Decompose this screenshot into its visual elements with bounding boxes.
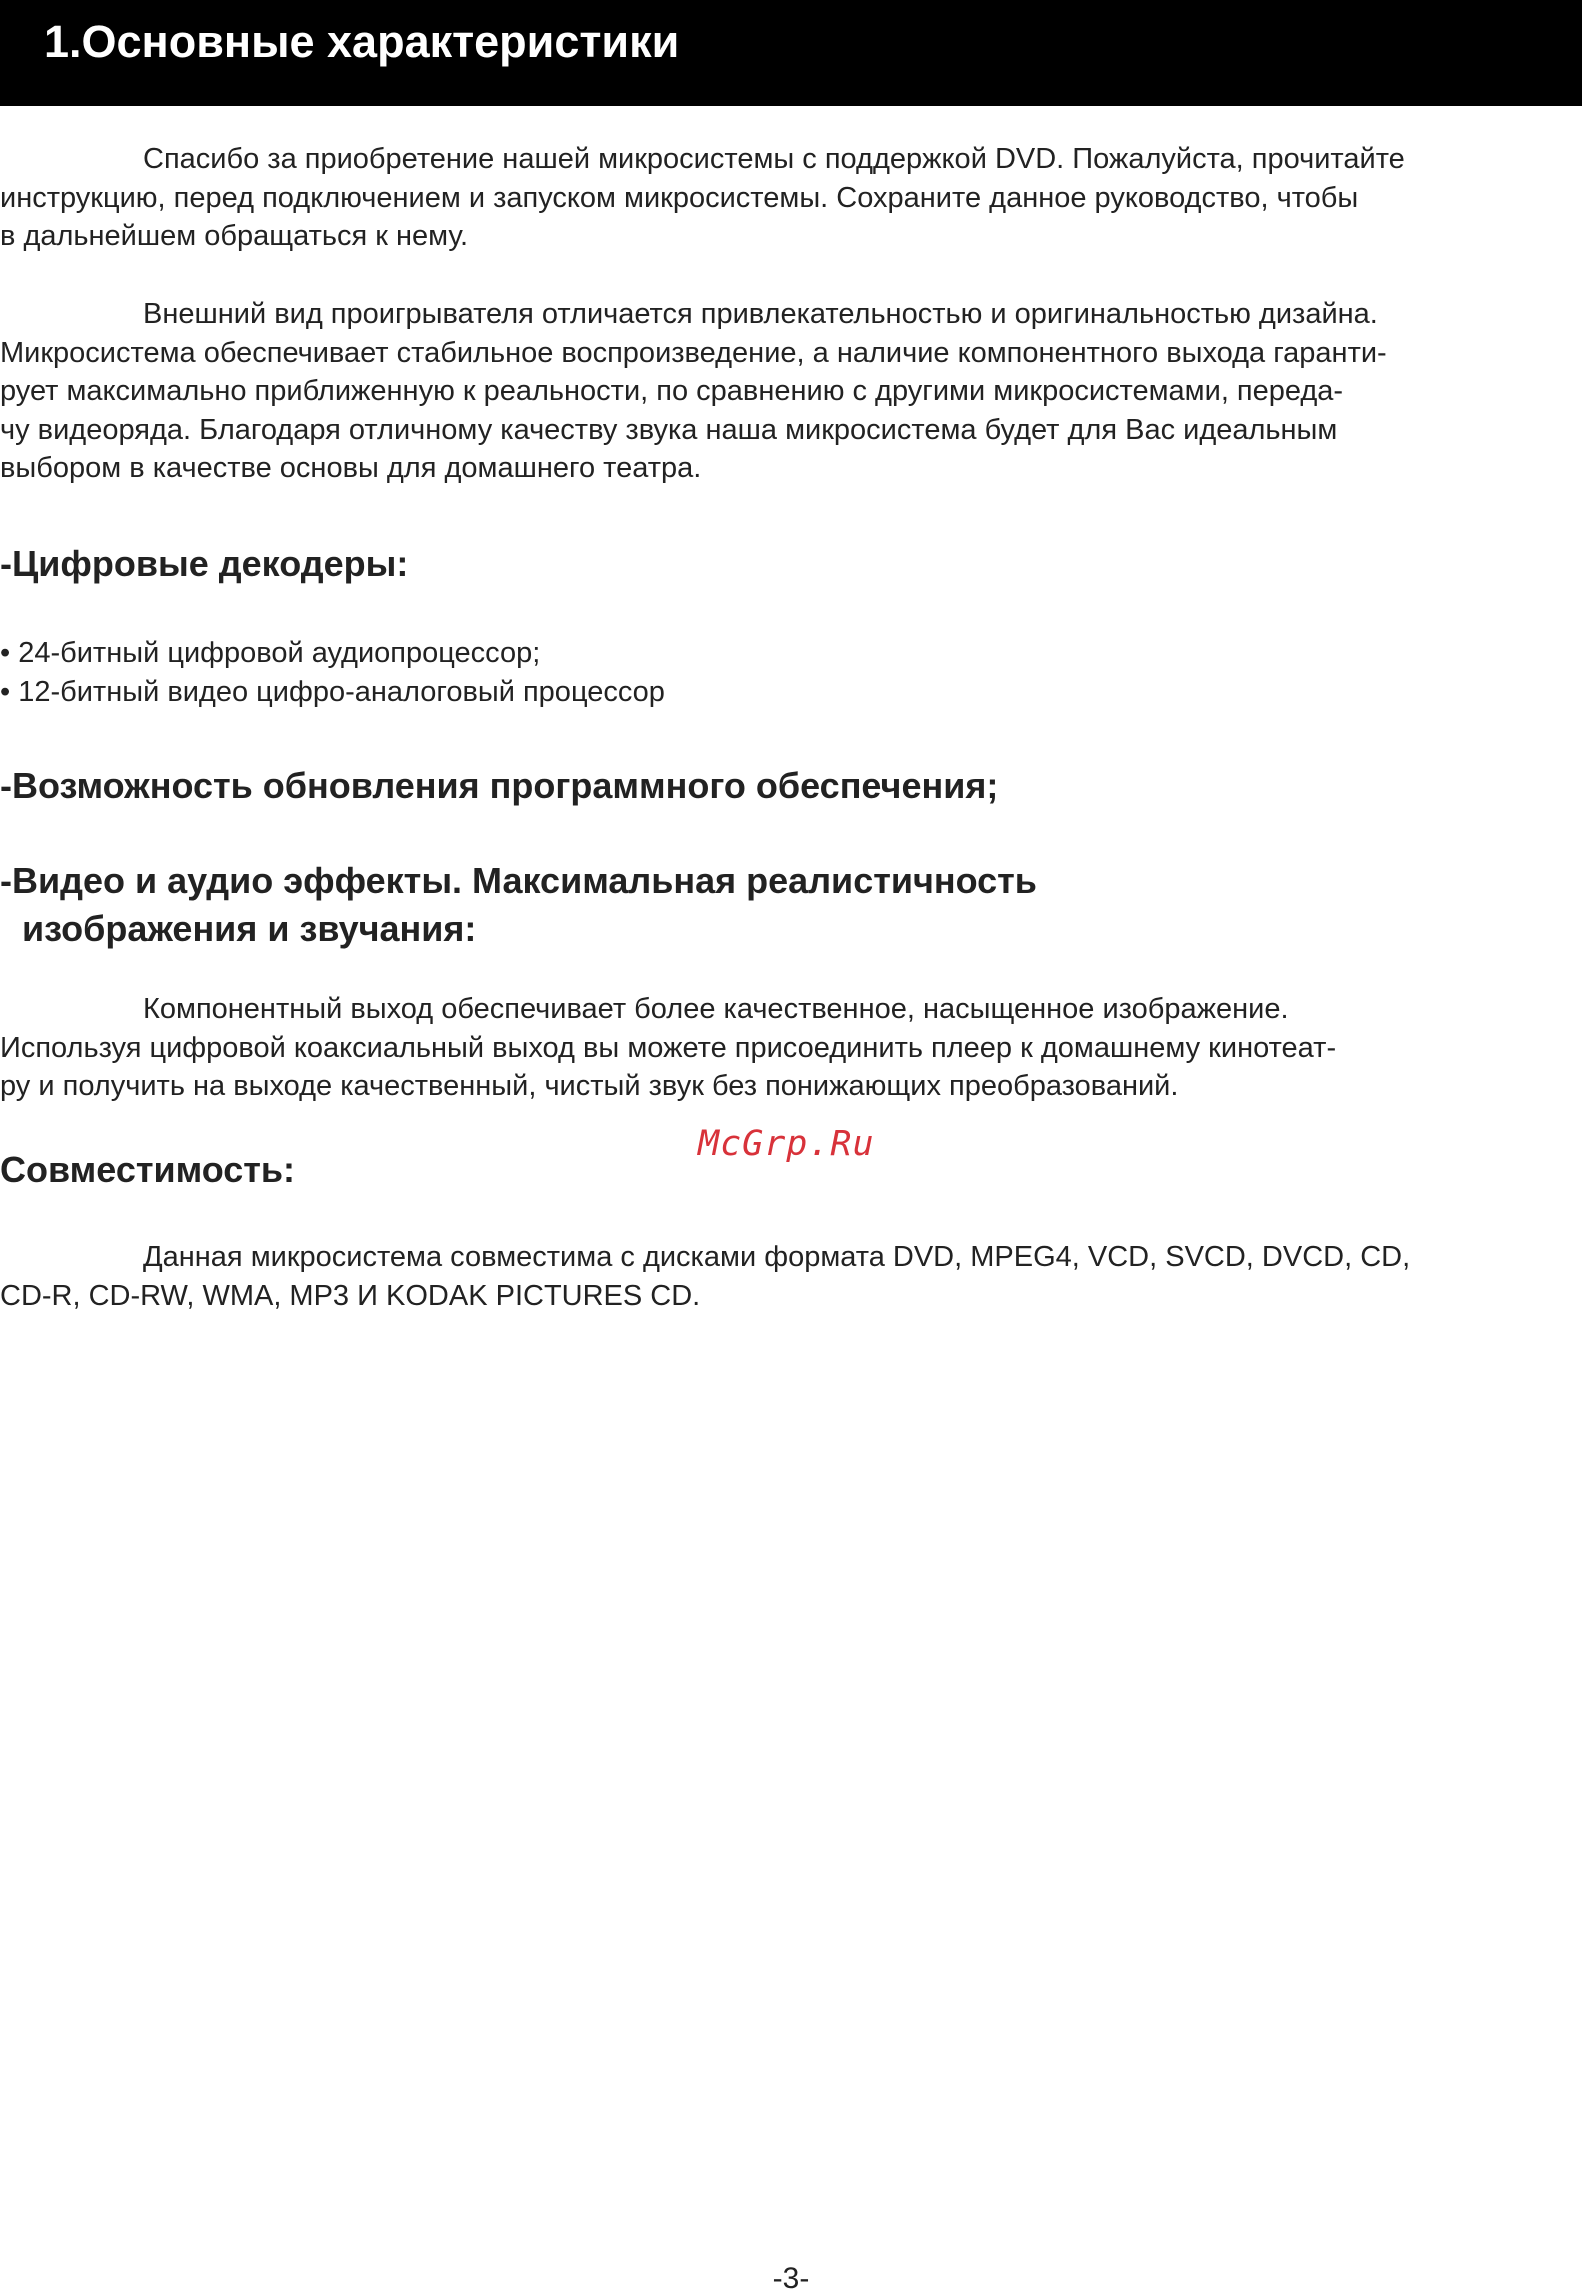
text-line: рует максимально приближенную к реальности, по сравнению с другими микросистемами, переда-	[0, 375, 1344, 407]
software-update-heading: -Возможность обновления программного обеспечения;	[0, 765, 999, 806]
compatibility-paragraph	[0, 1238, 1560, 1315]
text-line: Спасибо за приобретение нашей микросистемы с поддержкой DVD. Пожалуйста, прочитайте	[143, 143, 1405, 175]
text-line: выбором в качестве основы для домашнего театра.	[0, 452, 702, 484]
list-item: • 24-битный цифровой аудиопроцессор;	[0, 637, 541, 669]
text-line: Микросистема обеспечивает стабильное воспроизведение, а наличие компонентного выхода гаранти-	[0, 336, 1387, 369]
text-line: в дальнейшем обращаться к нему.	[0, 220, 469, 252]
text-line: ру и получить на выходе качественный, чистый звук без понижающих преобразований.	[0, 1070, 1179, 1102]
decoders-list	[0, 634, 665, 711]
effects-heading-line: изображения и звучания:	[22, 908, 477, 949]
decoders-heading: -Цифровые декодеры:	[0, 543, 409, 584]
text-line: Используя цифровой коаксиальный выход вы можете присоединить плеер к домашнему кинотеат-	[0, 1031, 1337, 1064]
text-line: Внешний вид проигрывателя отличается привлекательностью и оригинальностью дизайна.	[143, 298, 1378, 330]
compatibility-heading: Совместимость:	[0, 1149, 296, 1190]
text-line: инструкцию, перед подключением и запуском микросистемы. Сохраните данное руководство, чтобы	[0, 181, 1359, 214]
effects-heading-line: -Видео и аудио эффекты. Максимальная реалистичность	[0, 860, 1037, 901]
intro-paragraph	[0, 140, 1560, 256]
text-line: CD-R, CD-RW, WMA, MP3 И KODAK PICTURES CD.	[0, 1279, 701, 1312]
list-item: • 12-битный видео цифро-аналоговый процессор	[0, 675, 665, 708]
appearance-paragraph	[0, 295, 1560, 488]
watermark: McGrp.Ru	[698, 1124, 875, 1164]
text-line: чу видеоряда. Благодаря отличному качеству звука наша микросистема будет для Вас идеальным	[0, 413, 1338, 446]
text-line: Компонентный выход обеспечивает более качественное, насыщенное изображение.	[143, 993, 1289, 1025]
section-title-bar	[0, 0, 1582, 106]
page-number: -3-	[772, 2262, 810, 2295]
effects-paragraph	[0, 990, 1560, 1106]
effects-heading	[0, 857, 1037, 953]
page-title: 1.Основные характеристики	[44, 16, 680, 67]
text-line: Данная микросистема совместима с дисками формата DVD, MPEG4, VCD, SVCD, DVCD, CD,	[143, 1241, 1411, 1273]
